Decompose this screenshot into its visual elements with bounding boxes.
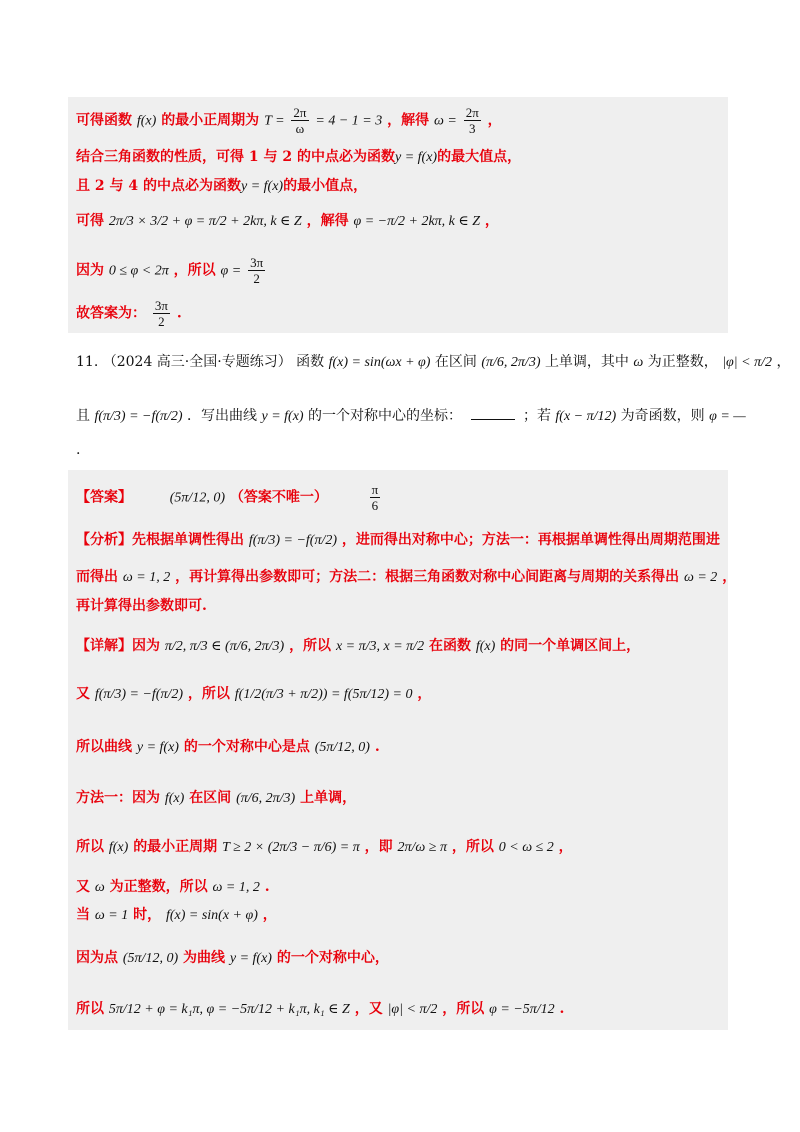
answer-line xyxy=(76,482,382,513)
fraction: $\frac{2\pi}{3}$ xyxy=(465,105,479,136)
answer-label: 【答案】 xyxy=(76,489,132,506)
question-line-1: 11. （2024 高三·全国·专题练习） 函数 f(x) = sin(ωx + φ) 在区间 (π/6, 2π/3) 上单调，其中 ω 为正整数， |φ| < π/2 ， xyxy=(76,354,791,370)
top-line-6: 故答案为： $\frac{3\pi}{2}$ . xyxy=(76,298,182,329)
analysis-line-3: 再计算得出参数即可. xyxy=(76,598,207,614)
detail-line-1: 【详解】因为 π/2, π/3 ∈ (π/6, 2π/3) ，所以 x = π/3, x = π/2 在函数 f(x) 的同一个单调区间上， xyxy=(76,638,641,654)
top-line-1: 可得函数 f(x) 的最小正周期为 T = $\frac{2\pi}{\omega}$ = 4 − 1 = 3 ，解得 ω = $\frac{2\pi}{3}$ ， xyxy=(76,105,502,136)
fraction: $\frac{3\pi}{2}$ xyxy=(250,255,264,286)
analysis-label: 【分析】 xyxy=(76,532,132,548)
detail-line-6: 又 ω 为正整数，所以 ω = 1, 2 . xyxy=(76,879,270,895)
detail-line-4: 方法一：因为 f(x) 在区间 (π/6, 2π/3) 上单调， xyxy=(76,790,357,806)
detail-line-2: 又 f(π/3) = −f(π/2) ，所以 f(1/2(π/3 + π/2)) = f(5π/12) = 0 ， xyxy=(76,686,432,702)
top-line-5: 因为 0 ≤ φ < 2π ，所以 φ = $\frac{3\pi}{2}$ xyxy=(76,255,264,286)
detail-line-3: 所以曲线 y = f(x) 的一个对称中心是点 (5π/12, 0) . xyxy=(76,739,380,755)
top-line-2: 结合三角函数的性质，可得 1 与 2 的中点必为函数y = f(x)的最大值点， xyxy=(76,149,522,165)
detail-label: 【详解】 xyxy=(76,638,132,654)
answer-value-1: (5π/12, 0) xyxy=(169,490,225,506)
analysis-line-1: 【分析】先根据单调性得出 f(π/3) = −f(π/2) ，进而得出对称中心；方法一：再根据单调性得出周期范围进 xyxy=(76,532,720,548)
detail-line-5: 所以 f(x) 的最小正周期 T ≥ 2 × (2π/3 − π/6) = π ，即 2π/ω ≥ π ，所以 0 < ω ≤ 2 ， xyxy=(76,839,573,855)
answer-note: （答案不唯一） xyxy=(229,489,328,506)
answer-value-2: $\frac{\pi}{6}$ xyxy=(371,482,379,513)
question-line-3: . xyxy=(76,442,81,458)
analysis-line-2: 而得出 ω = 1, 2 ，再计算得出参数即可；方法二：根据三角函数对称中心间距离与周期的关系得出 ω = 2 ， xyxy=(76,569,737,585)
detail-line-9: 所以 5π/12 + φ = k₁π, φ = −5π/12 + k₁π, k₁ ∈ Z ，又 |φ| < π/2 ，所以 φ = −5π/12 . xyxy=(76,1001,565,1017)
top-line-3: 且 2 与 4 的中点必为函数y = f(x)的最小值点， xyxy=(76,178,368,194)
question-line-2: 且 f(π/3) = −f(π/2) ．写出曲线 y = f(x) 的一个对称中心的坐标： ；若 f(x − π/12) 为奇函数，则 φ = — xyxy=(76,408,746,424)
fraction: $\frac{2\pi}{\omega}$ xyxy=(293,105,307,136)
question-number: 11. xyxy=(76,354,99,370)
answer-blank[interactable] xyxy=(471,419,515,420)
top-line-4: 可得 2π/3 × 3/2 + φ = π/2 + 2kπ, k ∈ Z ，解得 φ = −π/2 + 2kπ, k ∈ Z ， xyxy=(76,213,499,229)
detail-line-8: 因为点 (5π/12, 0) 为曲线 y = f(x) 的一个对称中心， xyxy=(76,950,389,966)
fraction: $\frac{3\pi}{2}$ xyxy=(154,298,168,329)
detail-line-7: 当 ω = 1 时， f(x) = sin(x + φ) ， xyxy=(76,907,277,923)
question-source: （2024 高三·全国·专题练习） xyxy=(102,354,292,370)
